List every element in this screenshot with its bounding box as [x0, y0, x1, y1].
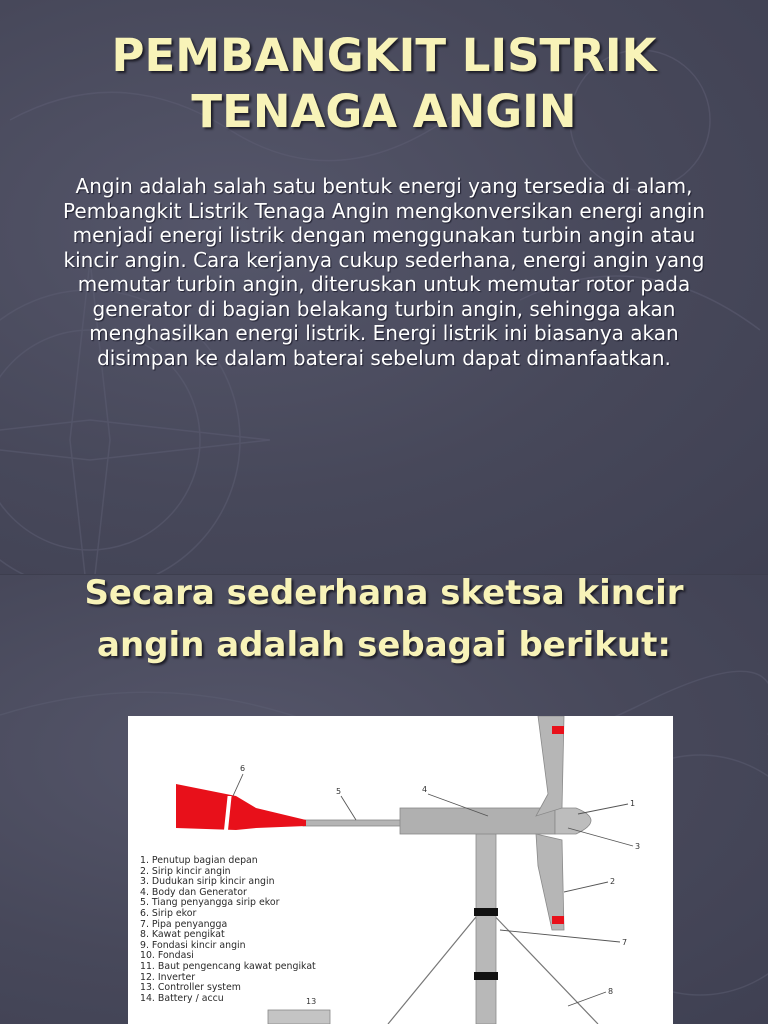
callout-label: 5	[336, 787, 342, 796]
pole-band	[474, 908, 498, 916]
callout-label: 2	[610, 877, 616, 886]
nose-cone	[555, 808, 591, 834]
tail-fin	[176, 784, 306, 830]
slide-subtitle-line: Secara sederhana sketsa kincir	[84, 573, 684, 613]
callout-label: 4	[422, 785, 428, 794]
legend-item: 9. Fondasi kincir angin	[140, 939, 246, 951]
legend-item: 3. Dudukan sirip kincir angin	[140, 876, 275, 888]
callout-label: 7	[622, 938, 628, 947]
legend-item: 13. Controller system	[140, 982, 241, 994]
legend-item: 12. Inverter	[140, 971, 196, 983]
slide-subtitle-line: angin adalah sebagai berikut:	[97, 625, 671, 665]
legend-item: 10. Fondasi	[140, 950, 194, 962]
callout-label: 1	[630, 799, 636, 808]
legend-item: 8. Kawat pengikat	[140, 929, 225, 941]
slide-title-line: PEMBANGKIT LISTRIK	[111, 29, 657, 82]
wind-turbine-diagram	[128, 716, 673, 1024]
callout-label: 6	[240, 764, 246, 773]
legend-item: 5. Tiang penyangga sirip ekor	[140, 897, 280, 909]
slide-title-line: TENAGA ANGIN	[191, 85, 577, 138]
guy-wire-left	[388, 906, 485, 1024]
legend-item: 14. Battery / accu	[140, 992, 224, 1004]
slide-title	[0, 28, 768, 140]
legend-item: 2. Sirip kincir angin	[140, 865, 231, 877]
slide-body-paragraph: Angin adalah salah satu bentuk energi yang tersedia di alam, Pembangkit Listrik Tenaga Angin mengkonversikan energi angin menjadi energi listrik dengan menggunakan turbin angin atau kincir angin. Cara kerjanya cukup sederhana, energi angin yang memutar turbin angin, diteruskan untuk memutar rotor pada generator di bagian belakang turbin angin, sehingga akan menghasilkan energi listrik. Energi listrik ini biasanya akan disimpan ke dalam baterai sebelum dapat dimanfaatkan.	[63, 174, 705, 370]
legend-item: 6. Sirip ekor	[140, 907, 197, 919]
legend-item: 4. Body dan Generator	[140, 886, 247, 898]
blade-tip-lower	[552, 916, 564, 924]
controller-box	[268, 1010, 330, 1024]
blade-tip-upper	[552, 726, 564, 734]
diagram-legend	[140, 856, 316, 1004]
support-pole	[476, 833, 496, 1024]
legend-item: 1. Penutup bagian depan	[140, 855, 258, 866]
blade-lower	[536, 834, 564, 930]
tail-boom	[303, 820, 403, 826]
guy-wire-right	[485, 906, 598, 1024]
callout-label: 8	[608, 987, 614, 996]
pole-band	[474, 972, 498, 980]
legend-item: 7. Pipa penyangga	[140, 918, 228, 930]
slide-subtitle	[0, 567, 768, 671]
callout-label: 3	[635, 842, 641, 851]
legend-item: 11. Baut pengencang kawat pengikat	[140, 960, 316, 972]
callout-label: 13	[306, 997, 317, 1006]
